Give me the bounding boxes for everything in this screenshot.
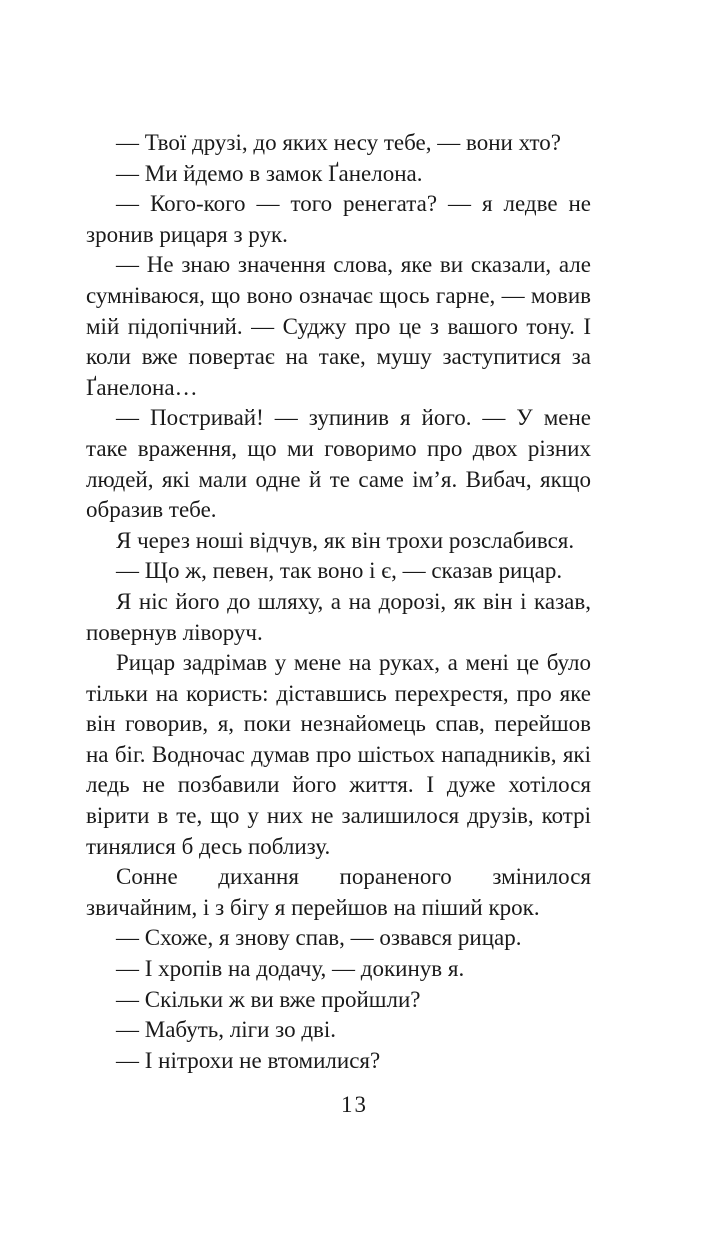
paragraph: Я через ноші відчув, як він трохи розслабився. [116,527,575,553]
paragraph: — І хропів на додачу, — докинув я. [116,956,465,982]
paragraph: — Ми йдемо в замок Ґанелона. [116,160,423,186]
paragraph: — Кого-кого — того ренегата? — я ледве не зронив рицаря з рук. [86,191,591,247]
paragraph: — Постривай! — зупинив я його. — У мене таке враження, що ми говоримо про двох різних людей, які мали одне й те саме ім’я. Вибач, якщо образив тебе. [86,405,591,523]
page-body [86,128,591,1076]
paragraph: — Що ж, певен, так воно і є, — сказав рицар. [116,558,563,584]
paragraph: — Твої друзі, до яких несу тебе, — вони хто? [116,130,561,155]
paragraph: Рицар задрімав у мене на руках, а мені це було тільки на користь: діставшись перехрестя, про яке він говорив, я, поки незнайомець спав, перейшов на біг. Водночас думав про шістьох нападників, які ледь не позбавили його життя. І дуже хотілося вірити в те, що у них не залишилося друзів, котрі тинялися б десь поблизу. [86,650,591,859]
paragraph: Сонне дихання пораненого змінилося звичайним, і з бігу я перейшов на піший крок. [86,864,591,920]
paragraph: — Скільки ж ви вже пройшли? [116,986,421,1012]
paragraph: — Не знаю значення слова, яке ви сказали, але сумніваюся, що воно означає щось гарне, — мовив мій підопічний. — Суджу про це з вашого тону. І коли вже повертає на таке, мушу заступитися за Ґанелона… [86,252,591,400]
paragraph: — Схоже, я знову спав, — озвався рицар. [116,925,522,951]
paragraph: — Мабуть, ліги зо дві. [116,1017,337,1043]
page-number: 13 [341,1092,368,1117]
paragraph: — І нітрохи не втомилися? [116,1047,381,1073]
paragraph: Я ніс його до шляху, а на дорозі, як він і казав, повернув ліворуч. [86,588,591,645]
